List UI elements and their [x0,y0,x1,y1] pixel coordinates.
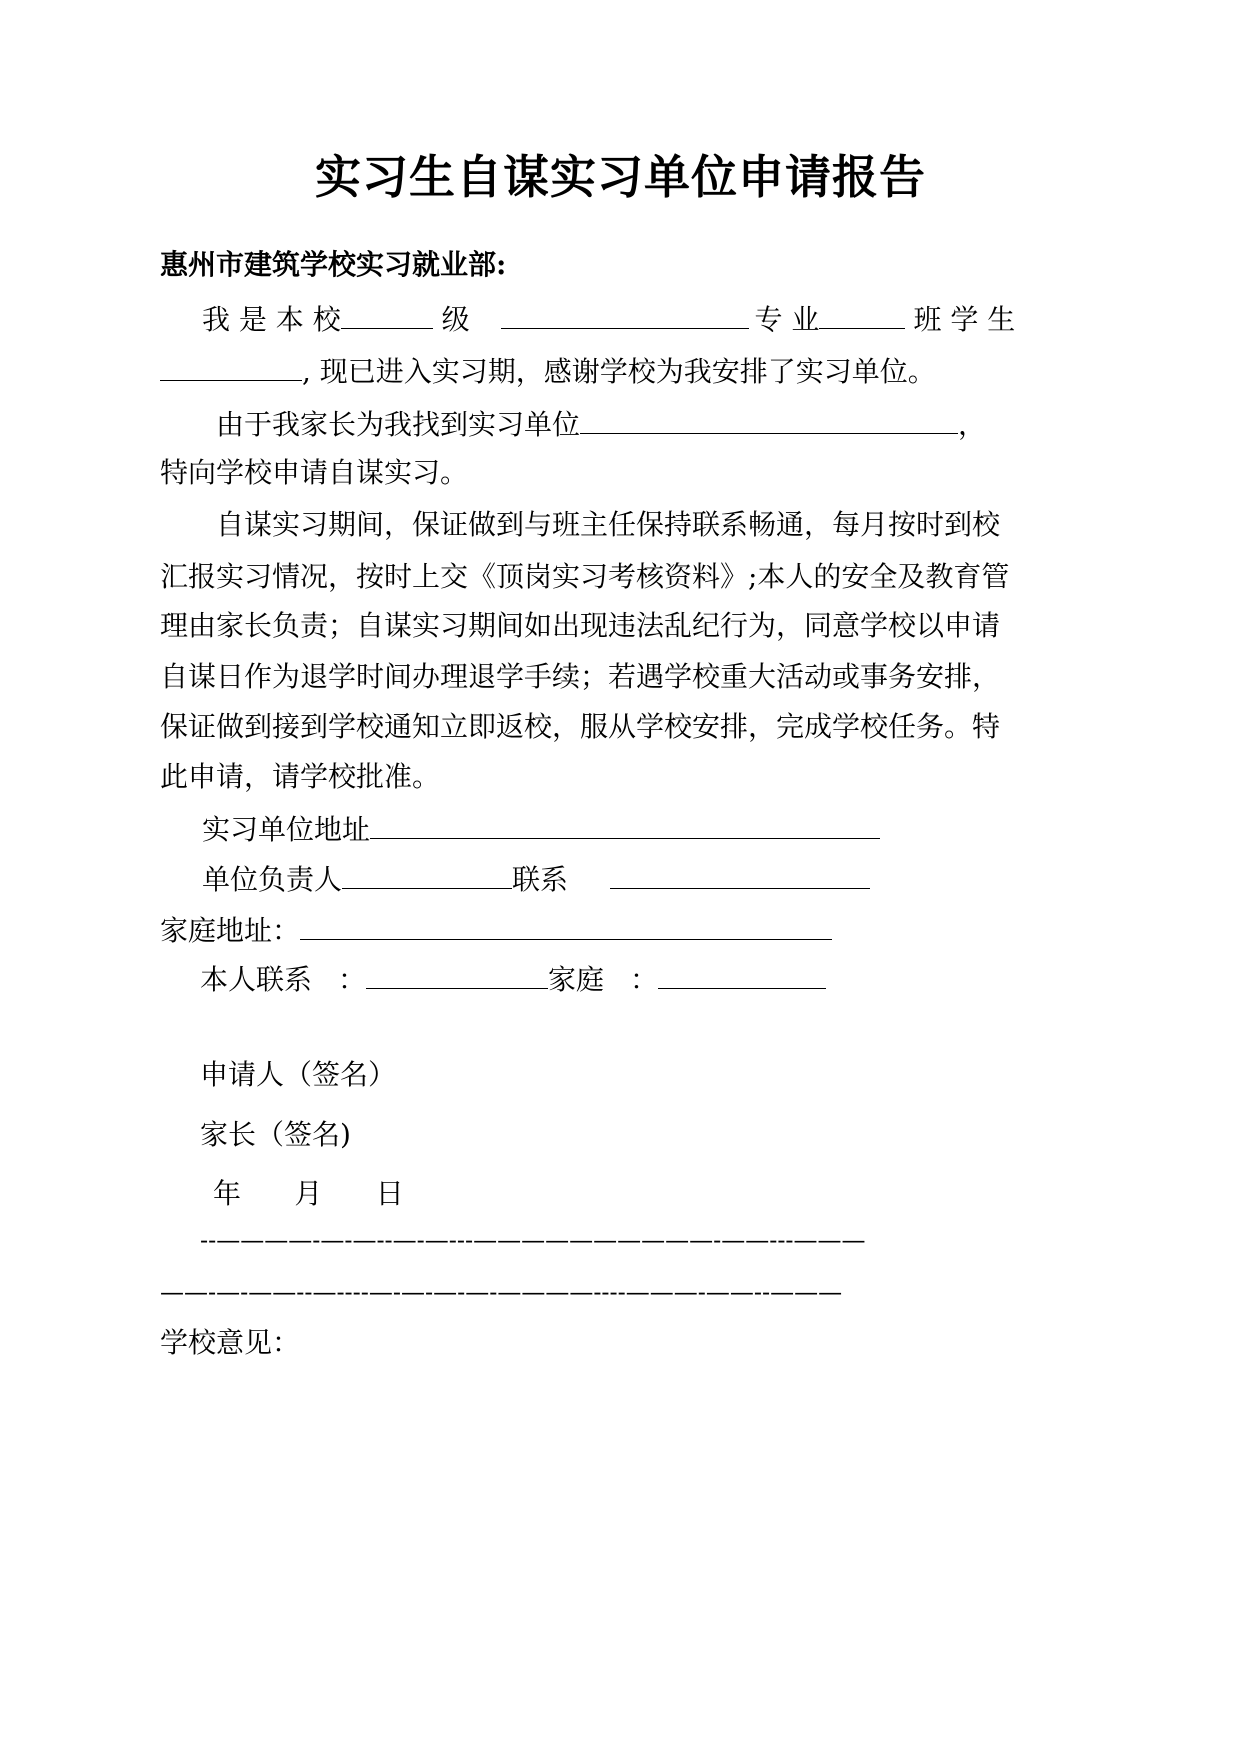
unit-head-row [202,862,870,898]
unit-address-blank[interactable] [370,812,880,839]
para3-line1: 自谋实习期间，保证做到与班主任保持联系畅通，每月按时到校 [216,508,1001,541]
para3-line3: 理由家长负责；自谋实习期间如出现违法乱纪行为，同意学校以申请 [160,609,1001,642]
home-address-row [160,913,832,949]
para2-line2: 特向学校申请自谋实习。 [160,456,469,489]
unit-head-blank[interactable] [342,862,512,889]
contact-blank[interactable] [610,862,870,889]
para2-comma: ， [958,408,987,441]
document-title: 实习生自谋实习单位申请报告 [315,150,926,204]
self-contact-blank[interactable] [366,962,548,989]
para1-text-student: 班 学 生 [913,303,1016,336]
self-contact-label: 本人联系 [200,963,313,996]
school-opinion-label: 学校意见： [160,1326,301,1359]
separator-line-1: --————-—-—--—-—---——————————-——---——— [200,1226,866,1254]
home-address-label: 家庭地址： [160,914,301,947]
para2-line1 [216,407,986,443]
para1-text-school: 我 是 本 校 [202,303,341,336]
unit-address-label: 实习单位地址 [202,813,371,846]
para1-text-rest: , 现已进入实习期，感谢学校为我安排了实习单位。 [302,355,936,388]
para3-line2: 汇报实习情况，按时上交《顶岗实习考核资料》;本人的安全及教育管 [160,560,1010,593]
class-blank[interactable] [819,302,905,329]
home-colon: ： [630,963,659,996]
home-label: 家庭 [548,963,605,996]
para3-line5: 保证做到接到学校通知立即返校，服从学校安排，完成学校任务。特 [160,710,1001,743]
home-phone-blank[interactable] [658,962,826,989]
para1-line2 [160,354,936,390]
para3-line4: 自谋日作为退学时间办理退学手续；若遇学校重大活动或事务安排， [160,660,1001,693]
parent-signature-label: 家长（签名) [200,1118,351,1151]
para1-line1 [202,302,1015,338]
para2-text: 由于我家长为我找到实习单位 [216,408,581,441]
major-blank[interactable] [501,302,749,329]
separator-line-2: ——-—-——--—----—-—-—-—-————----———-——--——— [160,1278,843,1306]
para1-text-grade: 级 [441,303,470,336]
date-label [213,1176,404,1212]
unit-head-label: 单位负责人 [202,863,343,896]
grade-blank[interactable] [341,302,433,329]
contact-label: 联系 [512,863,569,896]
home-address-blank[interactable] [300,913,832,940]
para3-line6: 此申请，请学校批准。 [160,760,441,793]
unit-address-row [202,812,880,848]
phone-row [200,962,826,998]
date-text: 年 月 日 [213,1177,404,1210]
self-contact-colon: ： [338,963,367,996]
student-name-blank[interactable] [160,354,302,381]
addressee: 惠州市建筑学校实习就业部: [160,248,507,281]
applicant-signature-label: 申请人（签名） [200,1058,397,1091]
para1-text-major: 专 业 [754,303,820,336]
unit-name-blank[interactable] [580,407,958,434]
